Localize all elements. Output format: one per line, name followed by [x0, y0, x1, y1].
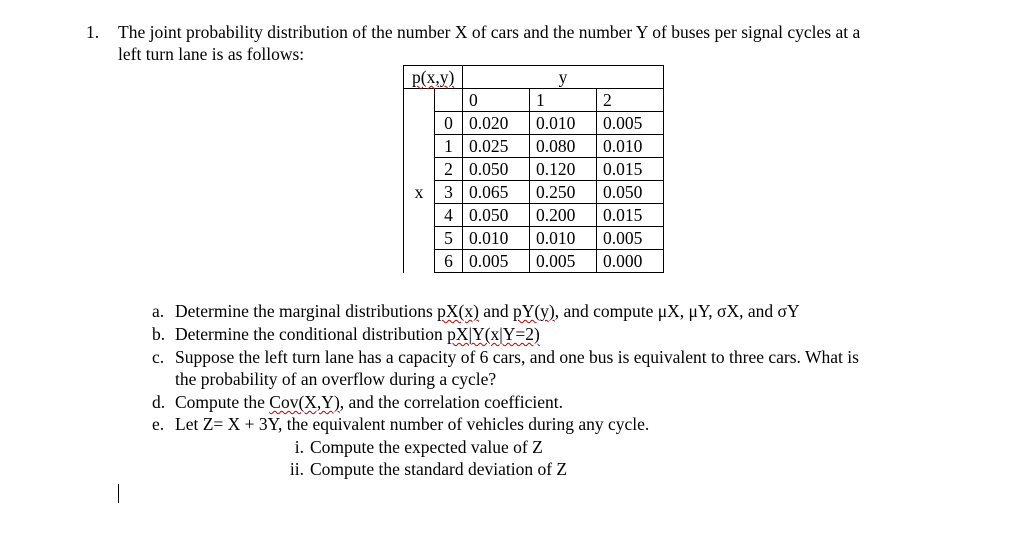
table-header-row [404, 66, 664, 89]
corner-label: p(x,y) [404, 66, 463, 89]
question-b-marker: b. [152, 324, 166, 344]
question-d-marker: d. [152, 392, 166, 412]
table-row [404, 181, 664, 204]
question-c-line2: the probability of an overflow during a cycle? [175, 369, 497, 389]
question-d-text: Compute the Cov(X,Y), and the correlation coefficient. [175, 392, 563, 412]
prob-cell: 0.000 [597, 250, 664, 273]
y-value: 2 [597, 89, 664, 112]
prob-cell: 0.080 [530, 135, 597, 158]
question-c-line1: Suppose the left turn lane has a capacity of 6 cars, and one bus is equivalent to three cars. What is [175, 347, 859, 367]
prob-cell: 0.005 [597, 112, 664, 135]
x-value: 1 [435, 135, 463, 158]
y-value: 1 [530, 89, 597, 112]
prob-cell: 0.050 [463, 204, 530, 227]
x-value: 6 [435, 250, 463, 273]
problem-intro-line1: The joint probability distribution of the number X of cars and the number Y of buses per signal cycles at a [118, 22, 861, 42]
table-row [404, 158, 664, 181]
prob-cell: 0.015 [597, 158, 664, 181]
x-label: x [404, 112, 435, 273]
question-e-text: Let Z= X + 3Y, the equivalent number of vehicles during any cycle. [175, 414, 650, 434]
prob-cell: 0.010 [463, 227, 530, 250]
question-e-i-text: Compute the expected value of Z [310, 437, 543, 457]
prob-cell: 0.010 [597, 135, 664, 158]
table-row [404, 227, 664, 250]
prob-cell: 0.050 [463, 158, 530, 181]
y-value: 0 [463, 89, 530, 112]
table-row [404, 112, 664, 135]
x-value: 0 [435, 112, 463, 135]
table-row [404, 204, 664, 227]
prob-cell: 0.010 [530, 112, 597, 135]
question-a-text: Determine the marginal distributions pX(x) and pY(y), and compute μX, μY, σX, and σY [175, 301, 800, 321]
prob-cell: 0.005 [463, 250, 530, 273]
y-values-row [404, 89, 664, 112]
prob-cell: 0.005 [597, 227, 664, 250]
joint-probability-table [403, 65, 664, 273]
question-e-marker: e. [152, 414, 165, 434]
prob-cell: 0.015 [597, 204, 664, 227]
prob-cell: 0.065 [463, 181, 530, 204]
prob-cell: 0.025 [463, 135, 530, 158]
blank-cell [404, 89, 435, 112]
prob-cell: 0.200 [530, 204, 597, 227]
question-c-marker: c. [152, 347, 165, 367]
prob-cell: 0.050 [597, 181, 664, 204]
x-value: 3 [435, 181, 463, 204]
y-label: y [463, 66, 664, 89]
table-row [404, 135, 664, 158]
prob-cell: 0.120 [530, 158, 597, 181]
blank-cell [435, 89, 463, 112]
question-e-ii-text: Compute the standard deviation of Z [310, 459, 568, 479]
table-row [404, 250, 664, 273]
problem-intro-line2: left turn lane is as follows: [118, 44, 305, 64]
x-value: 4 [435, 204, 463, 227]
prob-cell: 0.250 [530, 181, 597, 204]
problem-number: 1. [86, 22, 100, 42]
question-e-i-marker: i. [294, 437, 304, 457]
text-cursor[interactable] [118, 484, 119, 503]
prob-cell: 0.005 [530, 250, 597, 273]
question-b-text: Determine the conditional distribution pX|Y(x|Y=2) [175, 324, 540, 344]
prob-cell: 0.020 [463, 112, 530, 135]
question-e-ii-marker: ii. [289, 459, 304, 479]
x-value: 2 [435, 158, 463, 181]
question-a-marker: a. [152, 301, 165, 321]
prob-cell: 0.010 [530, 227, 597, 250]
x-value: 5 [435, 227, 463, 250]
